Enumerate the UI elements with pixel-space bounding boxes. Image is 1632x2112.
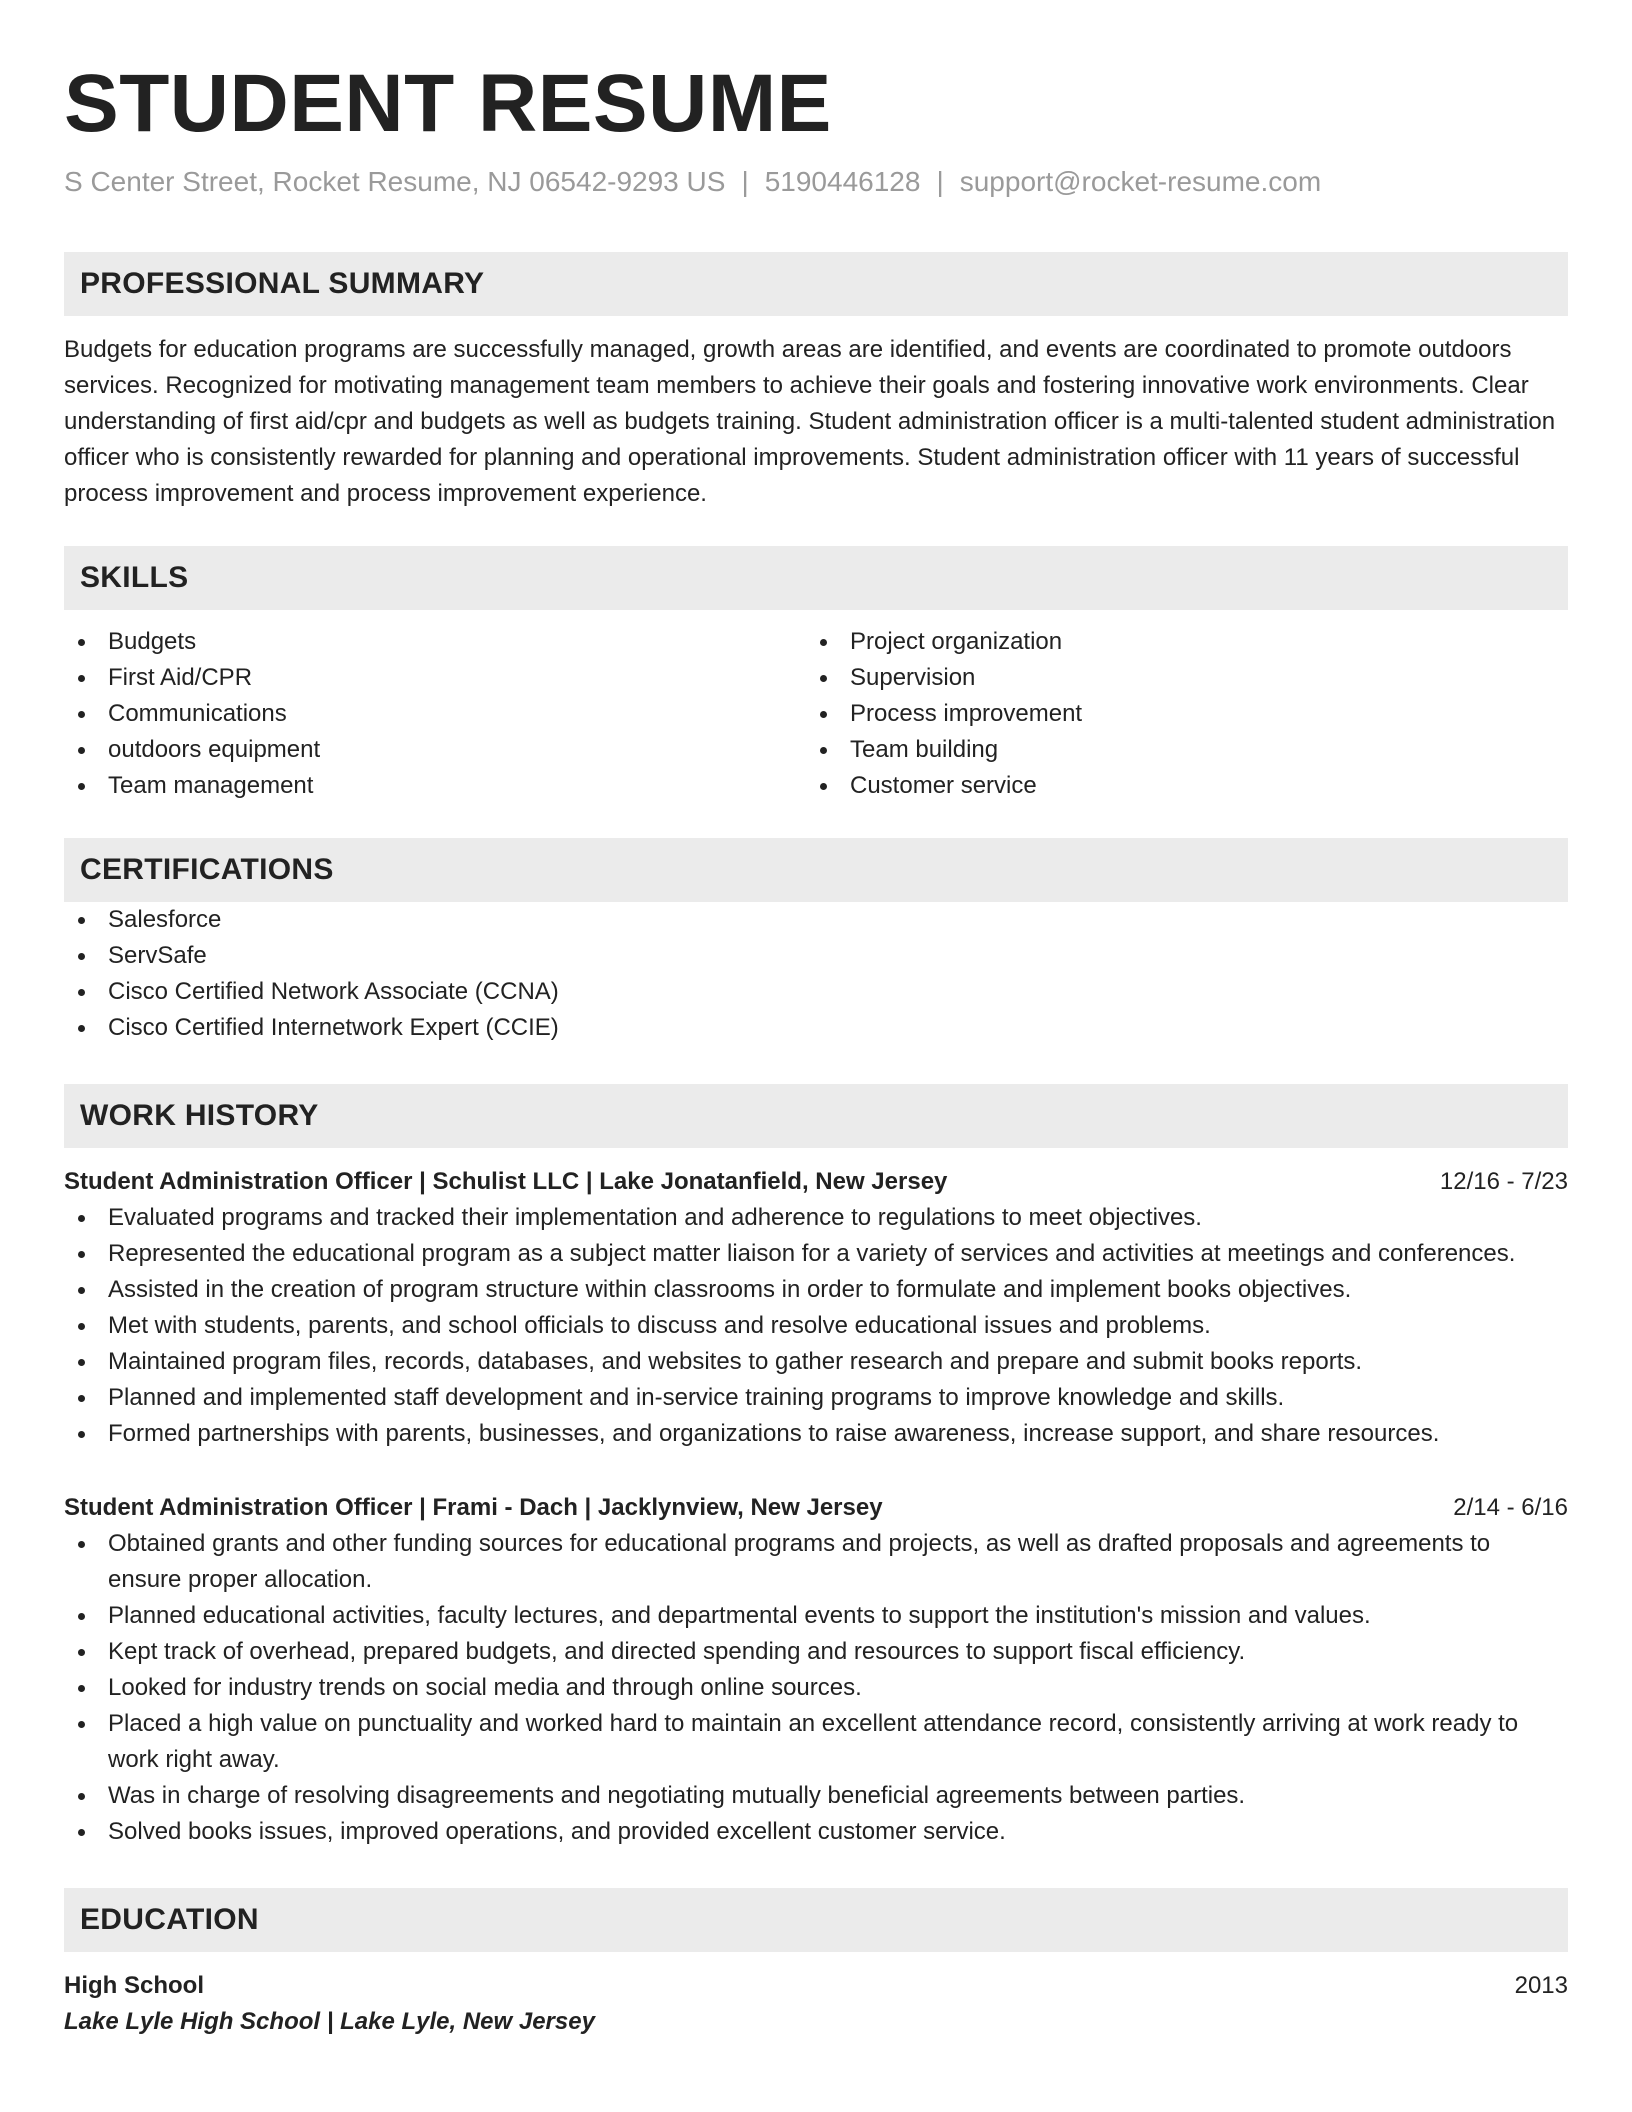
contact-separator: | [741, 166, 749, 197]
section-heading-summary: PROFESSIONAL SUMMARY [64, 252, 1568, 316]
job-bullet: Kept track of overhead, prepared budgets, and directed spending and resources to support fiscal efficiency. [64, 1634, 1568, 1670]
job-bullet: Represented the educational program as a subject matter liaison for a variety of services and activities at meetings and conferences. [64, 1236, 1568, 1272]
skill-item: Team management [64, 768, 806, 804]
job-bullet: Formed partnerships with parents, businesses, and organizations to raise awareness, increase support, and share resources. [64, 1416, 1568, 1452]
contact-email: support@rocket-resume.com [959, 166, 1322, 197]
section-heading-skills: SKILLS [64, 546, 1568, 610]
contact-phone: 5190446128 [764, 166, 921, 197]
skill-item: Communications [64, 696, 806, 732]
bullet-icon [78, 1431, 85, 1438]
certification-item: Salesforce [64, 902, 1568, 938]
skills-column-right [806, 624, 1548, 804]
certifications-list [64, 902, 1568, 1046]
bullet-icon [78, 1541, 85, 1548]
bullet-icon [78, 1025, 85, 1032]
bullet-icon [78, 1829, 85, 1836]
bullet-icon [78, 1287, 85, 1294]
job-dates: 2/14 - 6/16 [1453, 1494, 1568, 1521]
job-entry [64, 1164, 1568, 1452]
job-title: Student Administration Officer | Schulist LLC | Lake Jonatanfield, New Jersey [64, 1168, 948, 1195]
contact-separator: | [936, 166, 944, 197]
skill-item: Supervision [806, 660, 1548, 696]
skill-item: Project organization [806, 624, 1548, 660]
job-bullet: Planned educational activities, faculty lectures, and departmental events to support the institution's mission and values. [64, 1598, 1568, 1634]
bullet-icon [820, 711, 827, 718]
job-bullets [64, 1200, 1568, 1452]
job-bullet: Obtained grants and other funding sources for educational programs and projects, as well as drafted proposals and agreements to ensure proper allocation. [64, 1526, 1568, 1598]
skill-item: Customer service [806, 768, 1548, 804]
skill-item: Budgets [64, 624, 806, 660]
job-dates: 12/16 - 7/23 [1439, 1168, 1568, 1195]
job-header [64, 1490, 1568, 1526]
skill-item: Team building [806, 732, 1548, 768]
job-bullet: Looked for industry trends on social media and through online sources. [64, 1670, 1568, 1706]
contact-line [64, 164, 1568, 200]
bullet-icon [78, 1251, 85, 1258]
bullet-icon [78, 953, 85, 960]
skills-column-left [64, 624, 806, 804]
job-entry [64, 1490, 1568, 1850]
job-header [64, 1164, 1568, 1200]
skill-item: outdoors equipment [64, 732, 806, 768]
bullet-icon [78, 1613, 85, 1620]
bullet-icon [78, 1395, 85, 1402]
bullet-icon [78, 639, 85, 646]
job-bullets [64, 1526, 1568, 1850]
bullet-icon [78, 1215, 85, 1222]
certification-item: Cisco Certified Internetwork Expert (CCIE) [64, 1010, 1568, 1046]
job-bullet: Assisted in the creation of program structure within classrooms in order to formulate and implement books objectives. [64, 1272, 1568, 1308]
education-header [64, 1968, 1568, 2004]
education-degree: High School [64, 1972, 204, 1999]
job-bullet: Evaluated programs and tracked their implementation and adherence to regulations to meet objectives. [64, 1200, 1568, 1236]
bullet-icon [78, 1685, 85, 1692]
certification-item: ServSafe [64, 938, 1568, 974]
skill-item: Process improvement [806, 696, 1548, 732]
education-school: Lake Lyle High School | Lake Lyle, New Jersey [64, 2008, 595, 2035]
section-heading-education: EDUCATION [64, 1888, 1568, 1952]
contact-address: S Center Street, Rocket Resume, NJ 06542-9293 US [64, 166, 726, 197]
job-title: Student Administration Officer | Frami - Dach | Jacklynview, New Jersey [64, 1494, 883, 1521]
bullet-icon [78, 917, 85, 924]
job-bullet: Was in charge of resolving disagreements and negotiating mutually beneficial agreements between parties. [64, 1778, 1568, 1814]
bullet-icon [78, 675, 85, 682]
bullet-icon [820, 675, 827, 682]
bullet-icon [78, 747, 85, 754]
job-bullet: Solved books issues, improved operations, and provided excellent customer service. [64, 1814, 1568, 1850]
bullet-icon [78, 711, 85, 718]
summary-text: Budgets for education programs are successfully managed, growth areas are identified, and events are coordinated to promote outdoors services. Recognized for motivating management team members to achieve their goals and fostering innovative work environments. Clear understanding of first aid/cpr and budgets as well as budgets training. Student administration officer is a multi-talented student administration officer who is consistently rewarded for planning and operational improvements. Student administration officer with 11 years of successful process improvement and process improvement experience. [64, 336, 1556, 507]
bullet-icon [78, 1793, 85, 1800]
bullet-icon [820, 639, 827, 646]
job-bullet: Planned and implemented staff development and in-service training programs to improve knowledge and skills. [64, 1380, 1568, 1416]
bullet-icon [78, 1359, 85, 1366]
job-bullet: Met with students, parents, and school officials to discuss and resolve educational issues and problems. [64, 1308, 1568, 1344]
job-bullet: Maintained program files, records, databases, and websites to gather research and prepare and submit books reports. [64, 1344, 1568, 1380]
bullet-icon [78, 1721, 85, 1728]
bullet-icon [820, 747, 827, 754]
section-heading-work-history: WORK HISTORY [64, 1084, 1568, 1148]
certification-item: Cisco Certified Network Associate (CCNA) [64, 974, 1568, 1010]
skills-grid [64, 624, 1568, 804]
section-heading-certifications: CERTIFICATIONS [64, 838, 1568, 902]
bullet-icon [78, 1323, 85, 1330]
bullet-icon [78, 1649, 85, 1656]
bullet-icon [78, 783, 85, 790]
education-year: 2013 [1514, 1972, 1568, 1999]
bullet-icon [78, 989, 85, 996]
bullet-icon [820, 783, 827, 790]
resume-name: STUDENT RESUME [64, 58, 832, 149]
job-bullet: Placed a high value on punctuality and worked hard to maintain an excellent attendance record, consistently arriving at work ready to work right away. [64, 1706, 1568, 1778]
skill-item: First Aid/CPR [64, 660, 806, 696]
